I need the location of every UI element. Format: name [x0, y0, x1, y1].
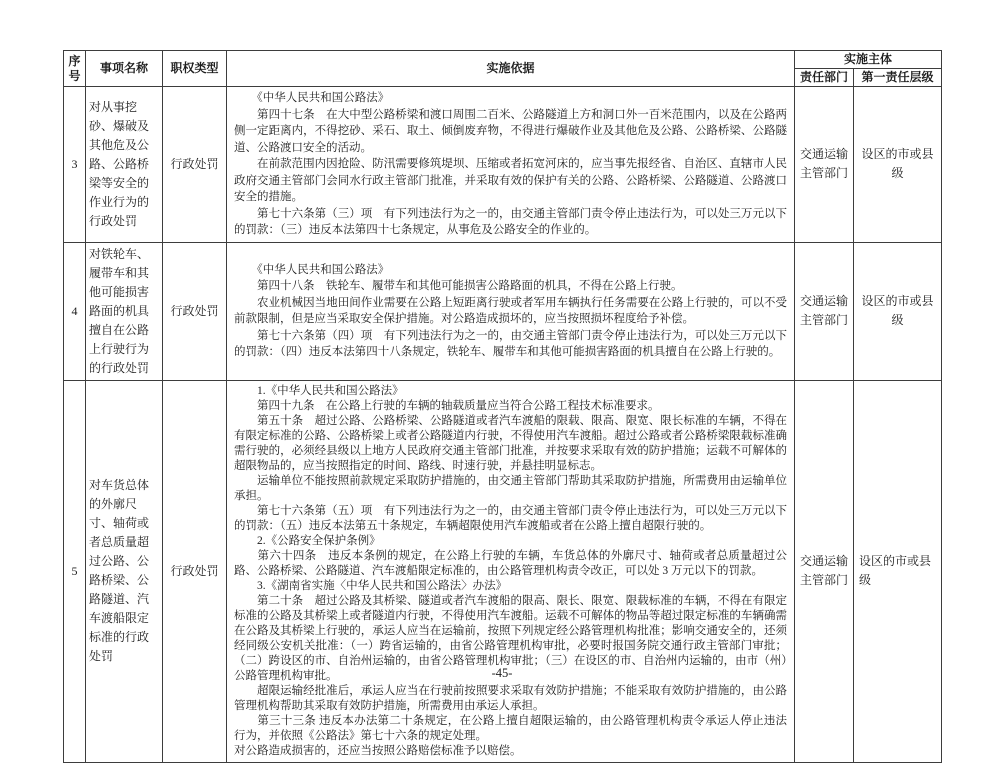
responsible-department-cell: 交通运输主管部门	[795, 380, 854, 762]
authority-type-cell: 行政处罚	[163, 87, 227, 243]
basis-paragraph: 第七十六条第（四）项 有下列违法行为之一的，由交通主管部门责令停止违法行为，可以处三万元以下的罚款：（四）违反本法第四十八条规定，铁轮车、履带车和其他可能损害路面的机具擅自在公路上行驶的。	[234, 329, 787, 358]
authority-type-cell: 行政处罚	[163, 380, 227, 762]
item-name-cell: 对车货总体的外廓尺寸、轴荷或者总质量超过公路、公路桥梁、公路隧道、汽车渡船限定标准的行政处罚	[86, 380, 163, 762]
item-name-cell: 对从事挖砂、爆破及其他危及公路、公路桥梁等安全的作业行为的行政处罚	[86, 87, 163, 243]
item-name-cell: 对铁轮车、履带车和其他可能损害路面的机具擅自在公路上行驶行为的行政处罚	[86, 242, 163, 380]
header-authority-type: 职权类型	[163, 51, 227, 87]
basis-paragraph: 1.《中华人民共和国公路法》	[234, 384, 404, 397]
table-row	[64, 87, 942, 243]
basis-paragraph: 第四十七条 在大中型公路桥梁和渡口周围二百米、公路隧道上方和洞口外一百米范围内，以及在公路两侧一定距离内，不得挖砂、采石、取土、倾倒废弃物，不得进行爆破作业及其他危及公路、公路桥梁、公路隧道、公路渡口安全的活动。	[234, 108, 787, 154]
responsibility-level-cell: 设区的市或县级	[854, 87, 942, 243]
basis-paragraph: 《中华人民共和国公路法》	[234, 92, 390, 104]
basis-paragraph: 第四十八条 铁轮车、履带车和其他可能损害公路路面的机具，不得在公路上行驶。	[234, 280, 683, 292]
basis-paragraph: 2.《公路安全保护条例》	[234, 534, 381, 547]
basis-paragraph: 3.《湖南省实施〈中华人民共和国公路法〉办法》	[234, 579, 508, 592]
basis-paragraph: 运输单位不能按照前款规定采取防护措施的，由交通主管部门帮助其采取防护措施，所需费用由运输单位承担。	[234, 474, 787, 502]
responsible-department-cell: 交通运输主管部门	[795, 87, 854, 243]
table-row	[64, 380, 942, 762]
authority-type-cell: 行政处罚	[163, 242, 227, 380]
basis-paragraph: 第三十三条 违反本办法第二十条规定，在公路上擅自超限运输的，由公路管理机构责令承运人停止违法行为，并依照《公路法》第七十六条的规定处理。	[234, 714, 787, 742]
header-serial-number: 序号	[64, 51, 86, 87]
header-implementation-basis: 实施依据	[227, 51, 795, 87]
authority-items-table	[63, 50, 942, 763]
basis-paragraph: 第五十条 超过公路、公路桥梁、公路隧道或者汽车渡船的限载、限高、限宽、限长标准的车辆，不得在有限定标准的公路、公路桥梁上或者公路隧道内行驶，不得使用汽车渡船。超过公路或者公路桥梁限载标准确需行驶的，必须经县级以上地方人民政府交通主管部门批准，并按要求采取有效的防护措施；运载不可解体的超限物品的，应当按照指定的时间、路线、时速行驶，并悬挂明显标志。	[234, 414, 787, 472]
basis-paragraph: 第七十六条第（三）项 有下列违法行为之一的，由交通主管部门责令停止违法行为，可以处三万元以下的罚款：（三）违反本法第四十七条规定，从事危及公路安全的作业的。	[234, 207, 787, 236]
header-responsible-department: 责任部门	[795, 69, 854, 87]
implementation-basis-cell	[227, 380, 795, 762]
table-row	[64, 242, 942, 380]
basis-paragraph: 第六十四条 违反本条例的规定，在公路上行驶的车辆，车货总体的外廓尺寸、轴荷或者总质量超过公路、公路桥梁、公路隧道、汽车渡船限定标准的，由公路管理机构责令改正，可以处 3 万元以下的罚款。	[234, 549, 787, 577]
implementation-basis-cell	[227, 87, 795, 243]
basis-paragraph: 第七十六条第（五）项 有下列违法行为之一的，由交通主管部门责令停止违法行为，可以处三万元以下的罚款：（五）违反本法第五十条规定，车辆超限使用汽车渡船或者在公路上擅自超限行驶的。	[234, 504, 787, 532]
basis-paragraph: 《中华人民共和国公路法》	[234, 263, 390, 276]
basis-paragraph: 在前款范围内因抢险、防汛需要修筑堤坝、压缩或者拓宽河床的，应当事先报经省、自治区、直辖市人民政府交通主管部门会同水行政主管部门批准，并采取有效的保护有关的公路、公路桥梁、公路隧道、公路渡口安全的措施。	[234, 158, 787, 203]
basis-paragraph: 超限运输经批准后，承运人应当在行驶前按照要求采取有效防护措施；不能采取有效防护措施的，由公路管理机构帮助其采取有效防护措施，所需费用由承运人承担。	[234, 684, 787, 712]
basis-paragraph: 第二十条 超过公路及其桥梁、隧道或者汽车渡船的限高、限长、限宽、限载标准的车辆，不得在有限定标准的公路及其桥梁上或者隧道内行驶，不得使用汽车渡船。运载不可解体的物品等超过限定标准的车辆确需在公路及其桥梁上行驶的，承运人应当在运输前，按照下列规定经公路管理机构批准；影响交通安全的，还须经同级公安机关批准：（一）跨省运输的，由省公路管理机构审批，必要时报国务院交通行政主管部门审批；（二）跨设区的市、自治州运输的，由省公路管理机构审批；（三）在设区的市、自治州内运输的，由市（州）公路管理机构审批。	[234, 594, 787, 682]
responsible-department-cell: 交通运输主管部门	[795, 242, 854, 380]
basis-paragraph: 第四十九条 在公路上行驶的车辆的轴载质量应当符合公路工程技术标准要求。	[234, 399, 660, 412]
basis-paragraph: 对公路造成损害的，还应当按照公路赔偿标准予以赔偿。	[234, 744, 522, 757]
header-implementation-subject: 实施主体	[795, 51, 942, 69]
header-item-name: 事项名称	[86, 51, 163, 87]
serial-number-cell: 3	[64, 87, 86, 243]
implementation-basis-cell	[227, 242, 795, 380]
page-number: -45-	[491, 666, 513, 680]
serial-number-cell: 4	[64, 242, 86, 380]
responsibility-level-cell: 设区的市或县级	[854, 380, 942, 762]
responsibility-level-cell: 设区的市或县级	[854, 242, 942, 380]
basis-paragraph: 农业机械因当地田间作业需要在公路上短距离行驶或者军用车辆执行任务需要在公路上行驶的，可以不受前款限制，但是应当采取安全保护措施。对公路造成损坏的，应当按照损坏程度给予补偿。	[234, 296, 787, 325]
header-first-responsibility-level: 第一责任层级	[854, 69, 942, 87]
serial-number-cell: 5	[64, 380, 86, 762]
